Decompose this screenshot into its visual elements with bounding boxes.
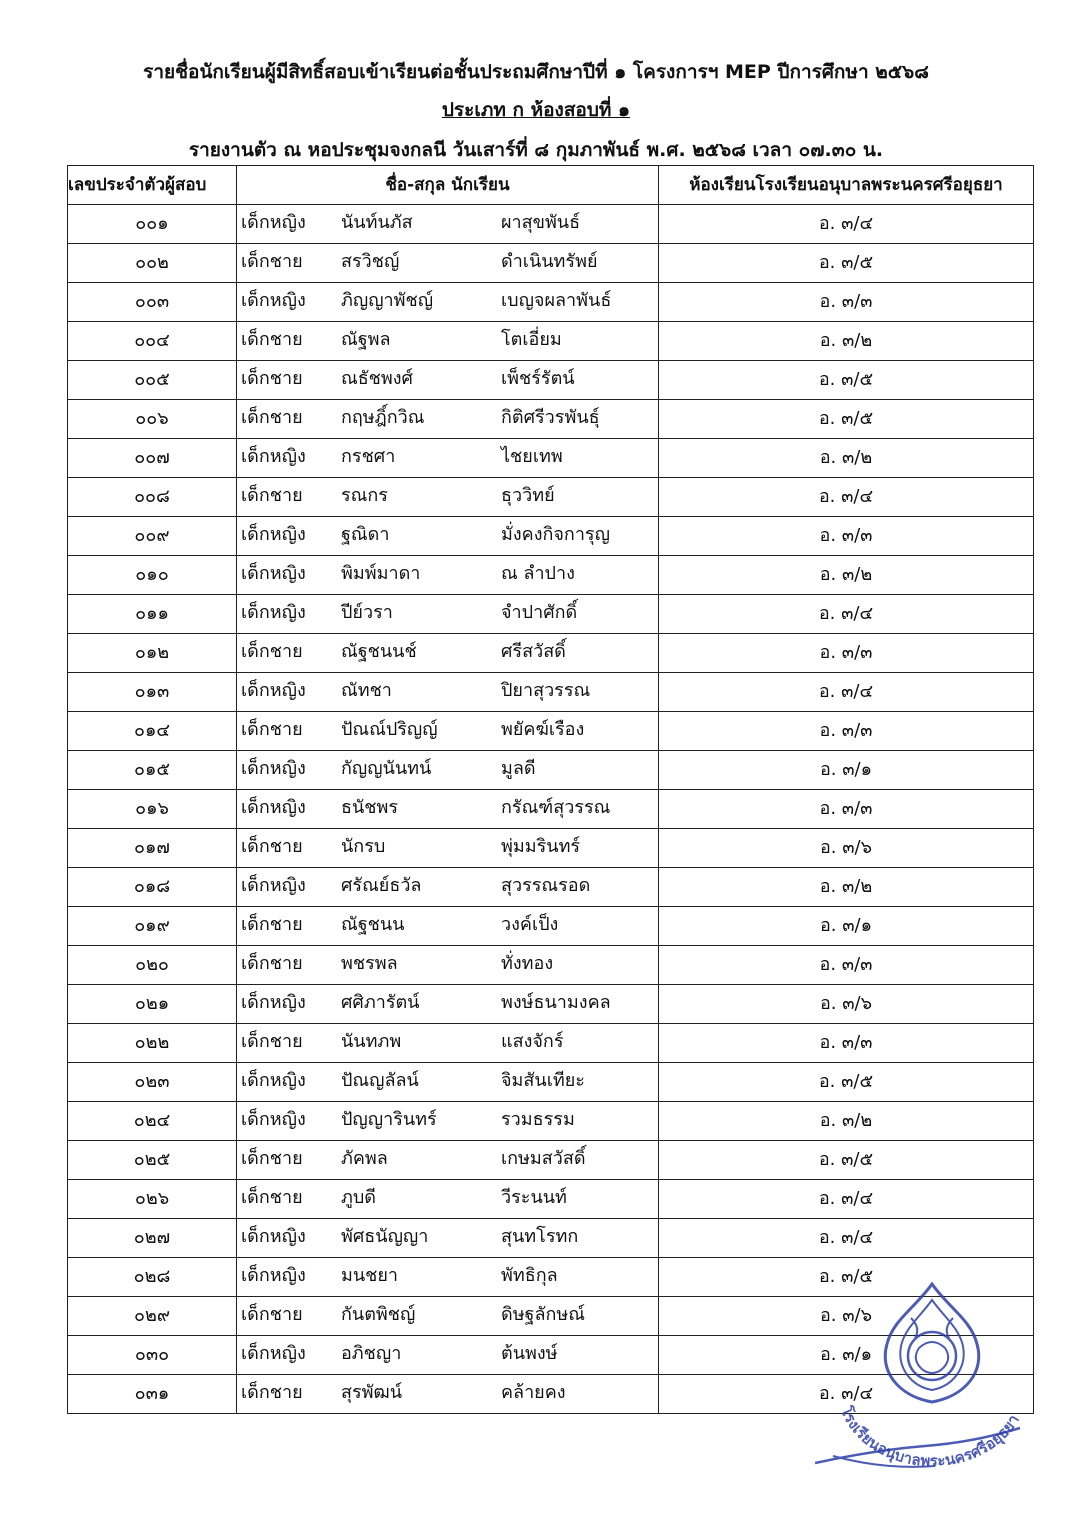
- student-name-cell: [237, 1336, 659, 1375]
- name-first: ณัฐพล: [341, 329, 391, 350]
- student-name-cell: [237, 946, 659, 985]
- kindergarten-room-cell: อ. ๓/๓: [659, 790, 1034, 829]
- kindergarten-room-cell: อ. ๓/๔: [659, 1219, 1034, 1258]
- name-prefix: เด็กหญิง: [241, 446, 306, 467]
- name-last: แสงจักร์: [501, 1031, 564, 1052]
- student-name-cell: [237, 205, 659, 244]
- exam-id-cell: ๐๒๔: [68, 1102, 237, 1141]
- name-prefix: เด็กหญิง: [241, 1343, 306, 1364]
- table-row: [68, 790, 1034, 829]
- kindergarten-room-cell: อ. ๓/๒: [659, 556, 1034, 595]
- exam-id-cell: ๐๐๘: [68, 478, 237, 517]
- name-last: รวมธรรม: [501, 1109, 575, 1130]
- name-last: โตเอี่ยม: [501, 329, 562, 350]
- student-name-cell: [237, 1024, 659, 1063]
- name-last: พงษ์ธนามงคล: [501, 992, 611, 1013]
- name-last: เกษมสวัสดิ์: [501, 1148, 586, 1169]
- student-name-cell: [237, 673, 659, 712]
- student-name-cell: [237, 283, 659, 322]
- student-name-cell: [237, 1258, 659, 1297]
- student-name-cell: [237, 361, 659, 400]
- table-row: [68, 712, 1034, 751]
- exam-id-cell: ๐๐๓: [68, 283, 237, 322]
- name-last: มั่งคงกิจการุญ: [501, 524, 610, 545]
- student-name-cell: [237, 1180, 659, 1219]
- student-name-cell: [237, 985, 659, 1024]
- name-first: รณกร: [341, 485, 388, 506]
- exam-id-cell: ๐๑๔: [68, 712, 237, 751]
- kindergarten-room-cell: อ. ๓/๕: [659, 400, 1034, 439]
- name-first: ณัฐชนนช์: [341, 641, 417, 662]
- student-name-cell: [237, 829, 659, 868]
- student-name-cell: [237, 1297, 659, 1336]
- name-prefix: เด็กชาย: [241, 1382, 303, 1403]
- table-header-row: [68, 166, 1034, 205]
- name-first: ธนัชพร: [341, 797, 399, 818]
- report-line: รายงานตัว ณ หอประชุมจงกลนี วันเสาร์ที่ ๘ กุมภาพันธ์ พ.ศ. ๒๕๖๘ เวลา ๐๗.๓๐ น.: [188, 139, 884, 161]
- kindergarten-room-cell: อ. ๓/๒: [659, 868, 1034, 907]
- kindergarten-room-cell: อ. ๓/๕: [659, 1258, 1034, 1297]
- name-first: ศศิภารัตน์: [341, 992, 420, 1013]
- table-row: [68, 1024, 1034, 1063]
- student-name-cell: [237, 1063, 659, 1102]
- kindergarten-room-cell: อ. ๓/๑: [659, 1336, 1034, 1375]
- roster-body: [68, 205, 1034, 1414]
- student-name-cell: [237, 1141, 659, 1180]
- name-prefix: เด็กหญิง: [241, 680, 306, 701]
- kindergarten-room-cell: อ. ๓/๓: [659, 283, 1034, 322]
- name-prefix: เด็กชาย: [241, 368, 303, 389]
- name-last: ผาสุขพันธ์: [501, 212, 581, 233]
- kindergarten-room-cell: อ. ๓/๑: [659, 907, 1034, 946]
- table-row: [68, 1219, 1034, 1258]
- table-row: [68, 673, 1034, 712]
- name-prefix: เด็กชาย: [241, 641, 303, 662]
- name-first: พชรพล: [341, 953, 398, 974]
- student-name-cell: [237, 790, 659, 829]
- name-prefix: เด็กชาย: [241, 485, 303, 506]
- exam-id-cell: ๐๒๒: [68, 1024, 237, 1063]
- student-name-cell: [237, 712, 659, 751]
- exam-id-cell: ๐๑๙: [68, 907, 237, 946]
- exam-id-cell: ๐๐๖: [68, 400, 237, 439]
- kindergarten-room-cell: อ. ๓/๖: [659, 985, 1034, 1024]
- table-row: [68, 946, 1034, 985]
- student-name-cell: [237, 439, 659, 478]
- name-first: ฐณิดา: [341, 524, 390, 545]
- exam-id-cell: ๐๐๑: [68, 205, 237, 244]
- kindergarten-room-cell: อ. ๓/๓: [659, 712, 1034, 751]
- name-prefix: เด็กหญิง: [241, 212, 306, 233]
- table-row: [68, 439, 1034, 478]
- exam-id-cell: ๐๒๕: [68, 1141, 237, 1180]
- name-last: กิติศรีวรพันธุ์: [501, 407, 600, 428]
- exam-id-cell: ๐๒๙: [68, 1297, 237, 1336]
- seal-text: โรงเรียนอนุบาลพระนครศรีอยุธยา: [836, 1403, 1023, 1471]
- kindergarten-room-cell: อ. ๓/๓: [659, 634, 1034, 673]
- name-prefix: เด็กชาย: [241, 719, 303, 740]
- exam-id-cell: ๐๐๕: [68, 361, 237, 400]
- name-last: คล้ายคง: [501, 1382, 566, 1403]
- student-name-cell: [237, 1102, 659, 1141]
- name-prefix: เด็กชาย: [241, 1031, 303, 1052]
- name-first: ณธัชพงศ์: [341, 368, 413, 389]
- table-row: [68, 517, 1034, 556]
- name-last: ดำเนินทรัพย์: [501, 251, 598, 272]
- name-first: ภิญญาพัชญ์: [341, 290, 434, 311]
- kindergarten-room-cell: อ. ๓/๓: [659, 946, 1034, 985]
- name-first: ภัคพล: [341, 1148, 388, 1169]
- exam-id-cell: ๐๒๘: [68, 1258, 237, 1297]
- name-last: ต้นพงษ์: [501, 1343, 558, 1364]
- name-prefix: เด็กชาย: [241, 407, 303, 428]
- name-prefix: เด็กหญิง: [241, 1226, 306, 1247]
- column-header-name: ชื่อ-สกุล นักเรียน: [237, 166, 659, 205]
- name-last: วีระนนท์: [501, 1187, 567, 1208]
- name-prefix: เด็กหญิง: [241, 290, 306, 311]
- kindergarten-room-cell: อ. ๓/๔: [659, 1180, 1034, 1219]
- name-first: มนชยา: [341, 1265, 399, 1286]
- name-first: นักรบ: [341, 836, 386, 857]
- exam-id-cell: ๐๑๗: [68, 829, 237, 868]
- name-prefix: เด็กชาย: [241, 329, 303, 350]
- document-title: รายชื่อนักเรียนผู้มีสิทธิ์สอบเข้าเรียนต่อชั้นประถมศึกษาปีที่ ๑ โครงการฯ MEP ปีการศึกษา ๒๕๖๘: [143, 61, 929, 83]
- table-row: [68, 595, 1034, 634]
- exam-id-cell: ๐๑๑: [68, 595, 237, 634]
- name-last: พุ่มมรินทร์: [501, 836, 581, 857]
- name-last: ไชยเทพ: [501, 446, 563, 467]
- name-prefix: เด็กหญิง: [241, 758, 306, 779]
- name-first: ณัฐชนน: [341, 914, 405, 935]
- name-first: ภูบดี: [341, 1187, 376, 1208]
- name-last: ศรีสวัสดิ์: [501, 641, 566, 662]
- name-prefix: เด็กชาย: [241, 1148, 303, 1169]
- name-first: กัญญนันทน์: [341, 758, 432, 779]
- student-name-cell: [237, 400, 659, 439]
- name-last: จิมสันเทียะ: [501, 1070, 585, 1091]
- student-roster-table: [67, 165, 1034, 1414]
- kindergarten-room-cell: อ. ๓/๓: [659, 517, 1034, 556]
- name-prefix: เด็กหญิง: [241, 797, 306, 818]
- table-row: [68, 1180, 1034, 1219]
- name-prefix: เด็กชาย: [241, 251, 303, 272]
- name-last: พัทธิกุล: [501, 1265, 558, 1286]
- table-row: [68, 985, 1034, 1024]
- exam-id-cell: ๐๑๓: [68, 673, 237, 712]
- kindergarten-room-cell: อ. ๓/๒: [659, 322, 1034, 361]
- name-last: จำปาศักดิ์: [501, 602, 578, 623]
- name-last: ดิษฐลักษณ์: [501, 1304, 585, 1325]
- name-first: ณัทชา: [341, 680, 392, 701]
- name-first: ปัณญลัลน์: [341, 1070, 419, 1091]
- exam-room-subtitle: ประเภท ก ห้องสอบที่ ๑: [441, 99, 631, 121]
- kindergarten-room-cell: อ. ๓/๕: [659, 244, 1034, 283]
- table-row: [68, 244, 1034, 283]
- table-row: [68, 634, 1034, 673]
- student-name-cell: [237, 517, 659, 556]
- student-name-cell: [237, 556, 659, 595]
- name-first: ปัญญารินทร์: [341, 1109, 437, 1130]
- student-name-cell: [237, 595, 659, 634]
- kindergarten-room-cell: อ. ๓/๔: [659, 595, 1034, 634]
- name-first: นันท์นภัส: [341, 212, 413, 233]
- exam-id-cell: ๐๒๓: [68, 1063, 237, 1102]
- name-last: ปิยาสุวรรณ: [501, 680, 591, 701]
- name-first: ปัณณ์ปริญญ์: [341, 719, 438, 740]
- school-seal-stamp: [815, 1278, 1045, 1478]
- name-last: สุนทโรทก: [501, 1226, 579, 1247]
- table-row: [68, 556, 1034, 595]
- name-prefix: เด็กหญิง: [241, 992, 306, 1013]
- table-row: [68, 1063, 1034, 1102]
- name-last: กรัณฑ์สุวรรณ: [501, 797, 611, 818]
- table-row: [68, 478, 1034, 517]
- kindergarten-room-cell: อ. ๓/๑: [659, 751, 1034, 790]
- name-last: พยัคฆ์เรือง: [501, 719, 585, 740]
- name-last: สุวรรณรอด: [501, 875, 591, 896]
- student-name-cell: [237, 868, 659, 907]
- name-last: เพ็ชร์รัตน์: [501, 368, 575, 389]
- student-name-cell: [237, 634, 659, 673]
- student-name-cell: [237, 478, 659, 517]
- exam-id-cell: ๐๒๗: [68, 1219, 237, 1258]
- student-name-cell: [237, 322, 659, 361]
- exam-id-cell: ๐๒๑: [68, 985, 237, 1024]
- kindergarten-room-cell: อ. ๓/๖: [659, 829, 1034, 868]
- svg-text:โรงเรียนอนุบาลพระนครศรีอยุธยา: [836, 1403, 1023, 1470]
- name-first: ปีย์วรา: [341, 602, 393, 623]
- name-first: ศรัณย์ธวัล: [341, 875, 422, 896]
- exam-id-cell: ๐๑๘: [68, 868, 237, 907]
- name-first: สุรพัฒน์: [341, 1382, 403, 1403]
- table-row: [68, 283, 1034, 322]
- student-name-cell: [237, 244, 659, 283]
- kindergarten-room-cell: อ. ๓/๔: [659, 478, 1034, 517]
- table-row: [68, 1141, 1034, 1180]
- table-row: [68, 751, 1034, 790]
- name-prefix: เด็กชาย: [241, 953, 303, 974]
- name-last: วงค์เป็ง: [501, 914, 559, 935]
- name-first: พิมพ์มาดา: [341, 563, 421, 584]
- kindergarten-room-cell: อ. ๓/๕: [659, 361, 1034, 400]
- name-first: กรชศา: [341, 446, 396, 467]
- name-prefix: เด็กชาย: [241, 914, 303, 935]
- exam-id-cell: ๐๐๒: [68, 244, 237, 283]
- name-first: กฤษฎิ์กวิณ: [341, 407, 425, 428]
- table-row: [68, 907, 1034, 946]
- exam-id-cell: ๐๑๒: [68, 634, 237, 673]
- student-name-cell: [237, 751, 659, 790]
- exam-id-cell: ๐๑๕: [68, 751, 237, 790]
- name-prefix: เด็กหญิง: [241, 875, 306, 896]
- table-row: [68, 205, 1034, 244]
- exam-id-cell: ๐๑๐: [68, 556, 237, 595]
- name-first: สรวิชญ์: [341, 251, 400, 272]
- name-prefix: เด็กชาย: [241, 1187, 303, 1208]
- name-first: อภิชญา: [341, 1343, 402, 1364]
- name-prefix: เด็กหญิง: [241, 1070, 306, 1091]
- name-first: กันตพิชญ์: [341, 1304, 416, 1325]
- name-prefix: เด็กหญิง: [241, 563, 306, 584]
- kindergarten-room-cell: อ. ๓/๕: [659, 1063, 1034, 1102]
- student-name-cell: [237, 1219, 659, 1258]
- exam-id-cell: ๐๒๖: [68, 1180, 237, 1219]
- kindergarten-room-cell: อ. ๓/๒: [659, 1102, 1034, 1141]
- name-first: พัศธนัญญา: [341, 1226, 429, 1247]
- table-row: [68, 868, 1034, 907]
- column-header-room: ห้องเรียนโรงเรียนอนุบาลพระนครศรีอยุธยา: [659, 166, 1034, 205]
- name-prefix: เด็กหญิง: [241, 602, 306, 623]
- kindergarten-room-cell: อ. ๓/๔: [659, 205, 1034, 244]
- exam-id-cell: ๐๒๐: [68, 946, 237, 985]
- name-prefix: เด็กหญิง: [241, 524, 306, 545]
- name-first: นันทภพ: [341, 1031, 402, 1052]
- exam-id-cell: ๐๐๙: [68, 517, 237, 556]
- table-row: [68, 361, 1034, 400]
- table-row: [68, 829, 1034, 868]
- name-last: ธุววิทย์: [501, 485, 555, 506]
- column-header-id: เลขประจำตัวผู้สอบ: [68, 166, 237, 205]
- kindergarten-room-cell: อ. ๓/๖: [659, 1297, 1034, 1336]
- exam-id-cell: ๐๐๗: [68, 439, 237, 478]
- table-row: [68, 322, 1034, 361]
- name-last: มูลดี: [501, 758, 536, 779]
- table-row: [68, 400, 1034, 439]
- exam-id-cell: ๐๓๑: [68, 1375, 237, 1414]
- kindergarten-room-cell: อ. ๓/๓: [659, 1024, 1034, 1063]
- name-prefix: เด็กชาย: [241, 1304, 303, 1325]
- student-name-cell: [237, 907, 659, 946]
- name-prefix: เด็กหญิง: [241, 1109, 306, 1130]
- kindergarten-room-cell: อ. ๓/๕: [659, 1141, 1034, 1180]
- kindergarten-room-cell: อ. ๓/๔: [659, 1375, 1034, 1414]
- table-row: [68, 1102, 1034, 1141]
- name-prefix: เด็กหญิง: [241, 1265, 306, 1286]
- kindergarten-room-cell: อ. ๓/๔: [659, 673, 1034, 712]
- student-name-cell: [237, 1375, 659, 1414]
- name-last: ณ ลำปาง: [501, 563, 575, 584]
- kindergarten-room-cell: อ. ๓/๒: [659, 439, 1034, 478]
- exam-id-cell: ๐๑๖: [68, 790, 237, 829]
- name-last: ทั่งทอง: [501, 953, 554, 974]
- name-last: เบญจผลาพันธ์: [501, 290, 612, 311]
- name-prefix: เด็กชาย: [241, 836, 303, 857]
- exam-id-cell: ๐๓๐: [68, 1336, 237, 1375]
- exam-id-cell: ๐๐๔: [68, 322, 237, 361]
